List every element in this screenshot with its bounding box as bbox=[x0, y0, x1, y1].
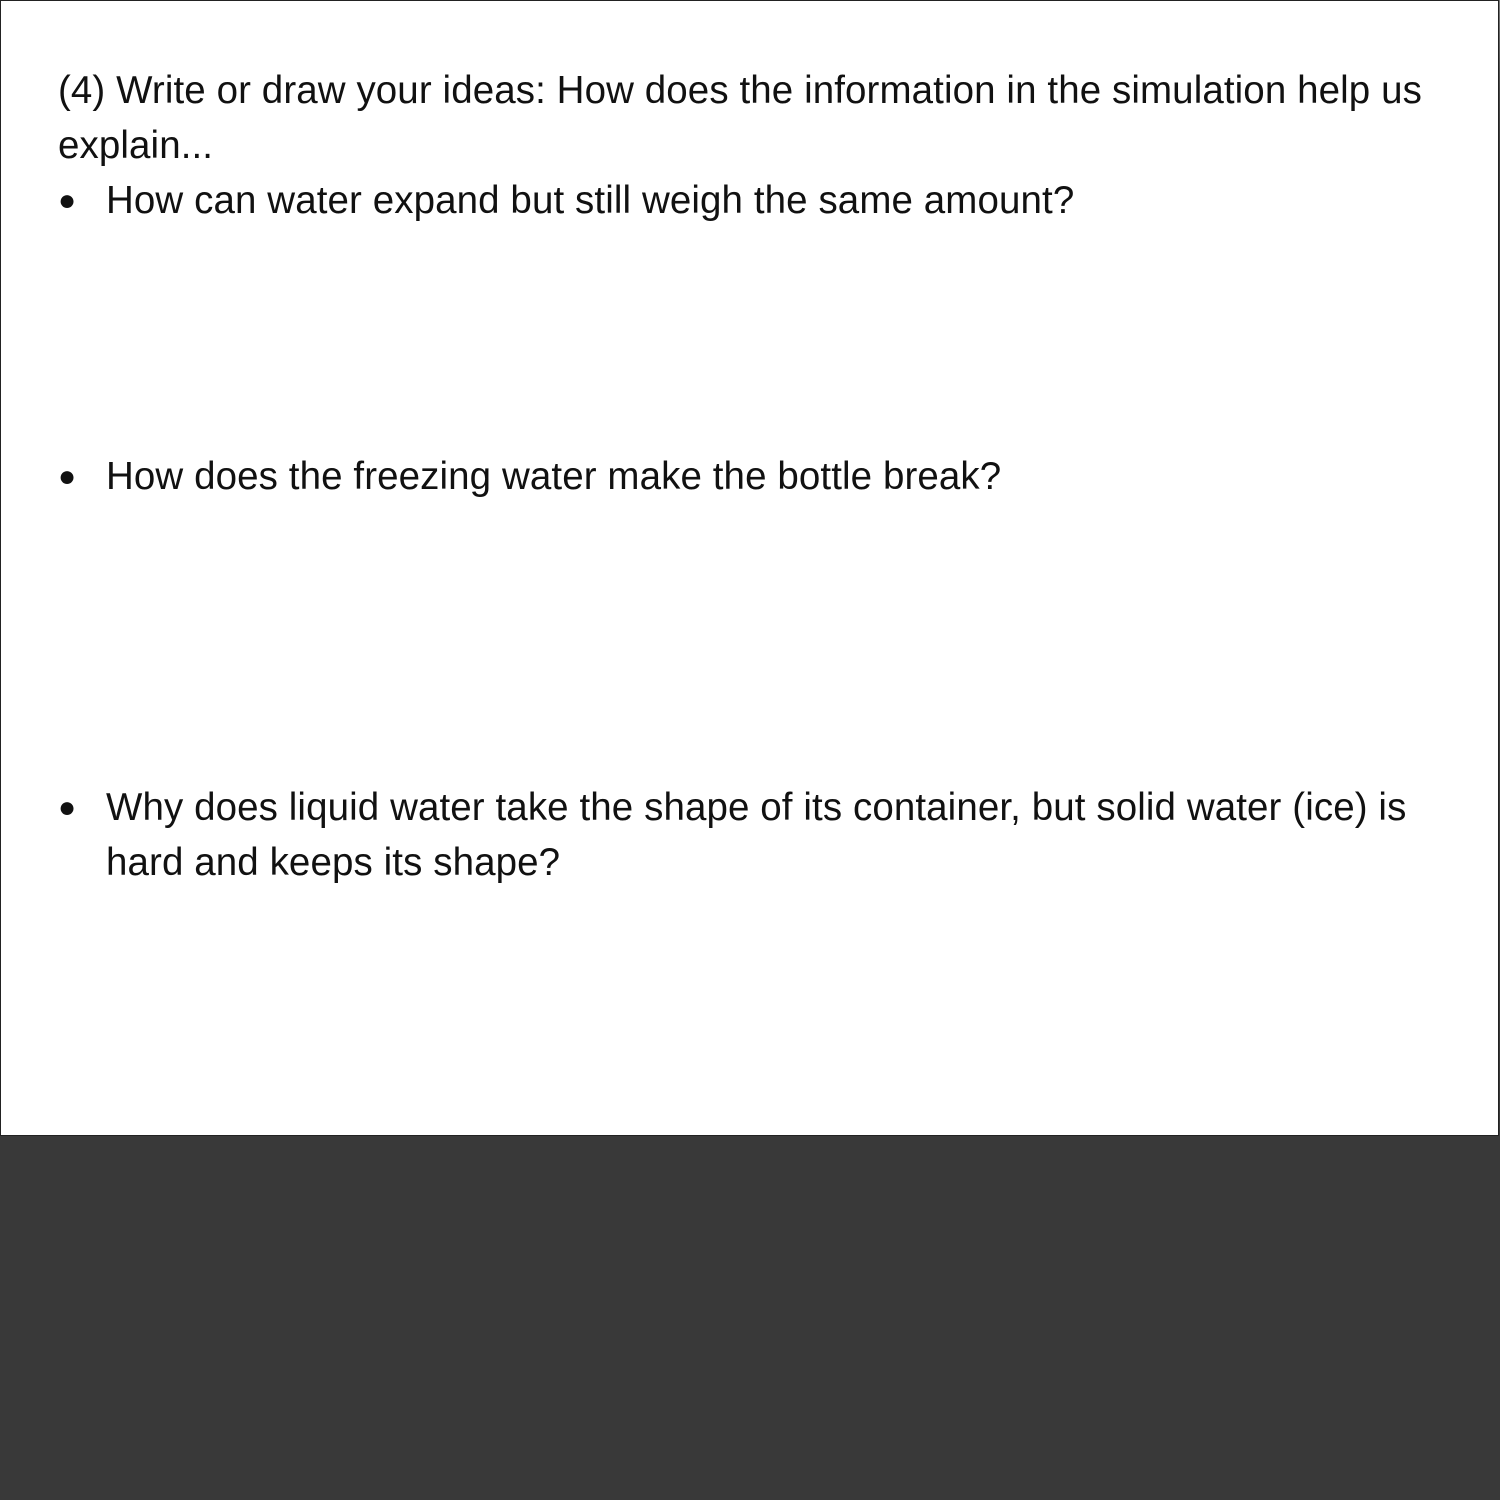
prompt-intro: (4) Write or draw your ideas: How does the information in the simulation help us explain... bbox=[58, 69, 1422, 167]
bullet-icon: ● bbox=[58, 791, 77, 824]
answer-area-2[interactable] bbox=[58, 517, 1458, 757]
bullet-icon: ● bbox=[58, 184, 77, 217]
answer-area-1[interactable] bbox=[58, 241, 1458, 431]
answer-area-3[interactable] bbox=[58, 901, 1458, 1121]
question-1-text: How can water expand but still weigh the same amount? bbox=[106, 179, 1075, 222]
bullet-icon: ● bbox=[58, 460, 77, 493]
question-2-text: How does the freezing water make the bottle break? bbox=[106, 455, 1002, 498]
question-3-text: Why does liquid water take the shape of its container, but solid water (ice) is hard and keeps its shape? bbox=[106, 786, 1407, 884]
